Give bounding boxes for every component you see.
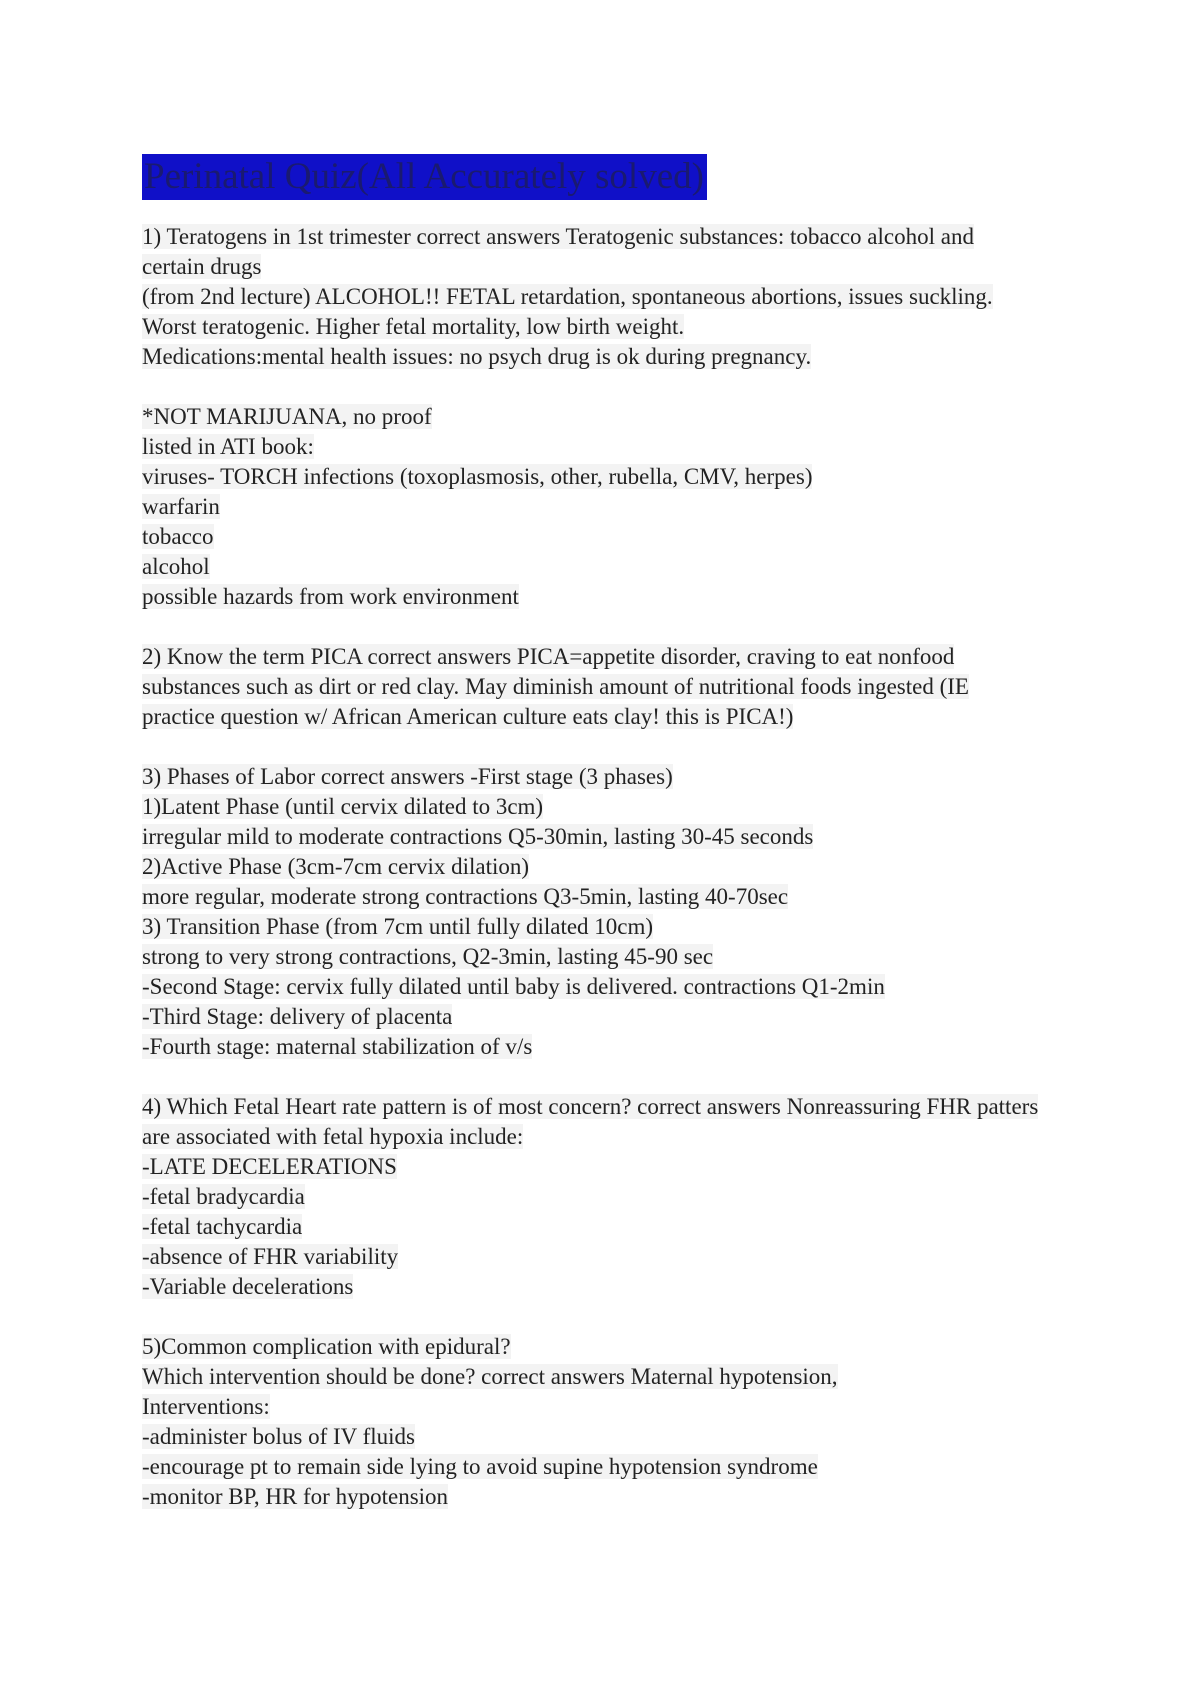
text-line <box>142 1422 1102 1452</box>
text-line <box>142 942 1102 972</box>
text-line-content: -Variable decelerations <box>142 1274 354 1299</box>
text-line <box>142 402 1102 432</box>
text-line-content: 2) Know the term PICA correct answers PICA=appetite disorder, craving to eat nonfood <box>142 644 955 669</box>
document-section <box>142 222 1102 372</box>
text-line-content: -administer bolus of IV fluids <box>142 1424 415 1449</box>
text-line <box>142 1242 1102 1272</box>
text-line-content: possible hazards from work environment <box>142 584 519 609</box>
text-line-content: *NOT MARIJUANA, no proof <box>142 404 432 429</box>
text-line-content: -LATE DECELERATIONS <box>142 1154 397 1179</box>
text-line <box>142 462 1102 492</box>
text-line <box>142 1212 1102 1242</box>
text-line-content: -encourage pt to remain side lying to avoid supine hypotension syndrome <box>142 1454 818 1479</box>
text-line <box>142 1332 1102 1362</box>
text-line <box>142 972 1102 1002</box>
text-line-content: 3) Phases of Labor correct answers -First stage (3 phases) <box>142 764 673 789</box>
text-line <box>142 882 1102 912</box>
text-line <box>142 852 1102 882</box>
document-title: Perinatal Quiz(All Accurately solved) <box>142 154 707 200</box>
document-section <box>142 402 1102 612</box>
text-line <box>142 1152 1102 1182</box>
document-section <box>142 762 1102 1062</box>
text-line-content: practice question w/ African American culture eats clay! this is PICA!) <box>142 704 794 729</box>
text-line <box>142 1002 1102 1032</box>
text-line <box>142 492 1102 522</box>
text-line-content: 2)Active Phase (3cm-7cm cervix dilation) <box>142 854 530 879</box>
text-line <box>142 1452 1102 1482</box>
text-line <box>142 252 1102 282</box>
text-line <box>142 792 1102 822</box>
text-line <box>142 1392 1102 1422</box>
text-line <box>142 642 1102 672</box>
text-line <box>142 552 1102 582</box>
document-section <box>142 1092 1102 1302</box>
text-line-content: -Second Stage: cervix fully dilated until baby is delivered. contractions Q1-2min <box>142 974 885 999</box>
text-line <box>142 1092 1102 1122</box>
text-line <box>142 432 1102 462</box>
text-line-content: 1) Teratogens in 1st trimester correct answers Teratogenic substances: tobacco alcohol and <box>142 224 974 249</box>
text-line <box>142 222 1102 252</box>
document-body <box>142 222 1102 1512</box>
text-line-content: strong to very strong contractions, Q2-3min, lasting 45-90 sec <box>142 944 714 969</box>
text-line-content: Interventions: <box>142 1394 270 1419</box>
text-line <box>142 582 1102 612</box>
text-line <box>142 702 1102 732</box>
text-line <box>142 1182 1102 1212</box>
text-line-content: more regular, moderate strong contractions Q3-5min, lasting 40-70sec <box>142 884 789 909</box>
text-line-content: -Third Stage: delivery of placenta <box>142 1004 453 1029</box>
text-line <box>142 912 1102 942</box>
text-line-content: certain drugs <box>142 254 262 279</box>
text-line <box>142 522 1102 552</box>
text-line-content: tobacco <box>142 524 214 549</box>
text-line <box>142 1362 1102 1392</box>
text-line <box>142 282 1102 312</box>
text-line-content: Medications:mental health issues: no psych drug is ok during pregnancy. <box>142 344 812 369</box>
text-line-content: alcohol <box>142 554 210 579</box>
text-line-content: listed in ATI book: <box>142 434 314 459</box>
text-line-content: -fetal bradycardia <box>142 1184 305 1209</box>
text-line <box>142 312 1102 342</box>
text-line <box>142 672 1102 702</box>
text-line-content: -fetal tachycardia <box>142 1214 303 1239</box>
text-line <box>142 1272 1102 1302</box>
text-line-content: 5)Common complication with epidural? <box>142 1334 511 1359</box>
text-line-content: 3) Transition Phase (from 7cm until fully dilated 10cm) <box>142 914 654 939</box>
text-line-content: 4) Which Fetal Heart rate pattern is of most concern? correct answers Nonreassuring FHR patters <box>142 1094 1039 1119</box>
text-line-content: substances such as dirt or red clay. May diminish amount of nutritional foods ingested (IE <box>142 674 969 699</box>
text-line <box>142 822 1102 852</box>
text-line-content: 1)Latent Phase (until cervix dilated to 3cm) <box>142 794 544 819</box>
text-line <box>142 1482 1102 1512</box>
text-line-content: warfarin <box>142 494 220 519</box>
text-line-content: are associated with fetal hypoxia include: <box>142 1124 524 1149</box>
text-line-content: Worst teratogenic. Higher fetal mortality, low birth weight. <box>142 314 685 339</box>
document-page <box>142 154 1102 1542</box>
text-line-content: viruses- TORCH infections (toxoplasmosis, other, rubella, CMV, herpes) <box>142 464 813 489</box>
document-section <box>142 1332 1102 1512</box>
text-line <box>142 1032 1102 1062</box>
text-line <box>142 762 1102 792</box>
text-line-content: irregular mild to moderate contractions Q5-30min, lasting 30-45 seconds <box>142 824 814 849</box>
text-line-content: -monitor BP, HR for hypotension <box>142 1484 449 1509</box>
text-line-content: (from 2nd lecture) ALCOHOL!! FETAL retardation, spontaneous abortions, issues suckling. <box>142 284 993 309</box>
text-line-content: -Fourth stage: maternal stabilization of v/s <box>142 1034 533 1059</box>
document-section <box>142 642 1102 732</box>
text-line-content: Which intervention should be done? correct answers Maternal hypotension, <box>142 1364 838 1389</box>
text-line <box>142 342 1102 372</box>
text-line-content: -absence of FHR variability <box>142 1244 399 1269</box>
text-line <box>142 1122 1102 1152</box>
